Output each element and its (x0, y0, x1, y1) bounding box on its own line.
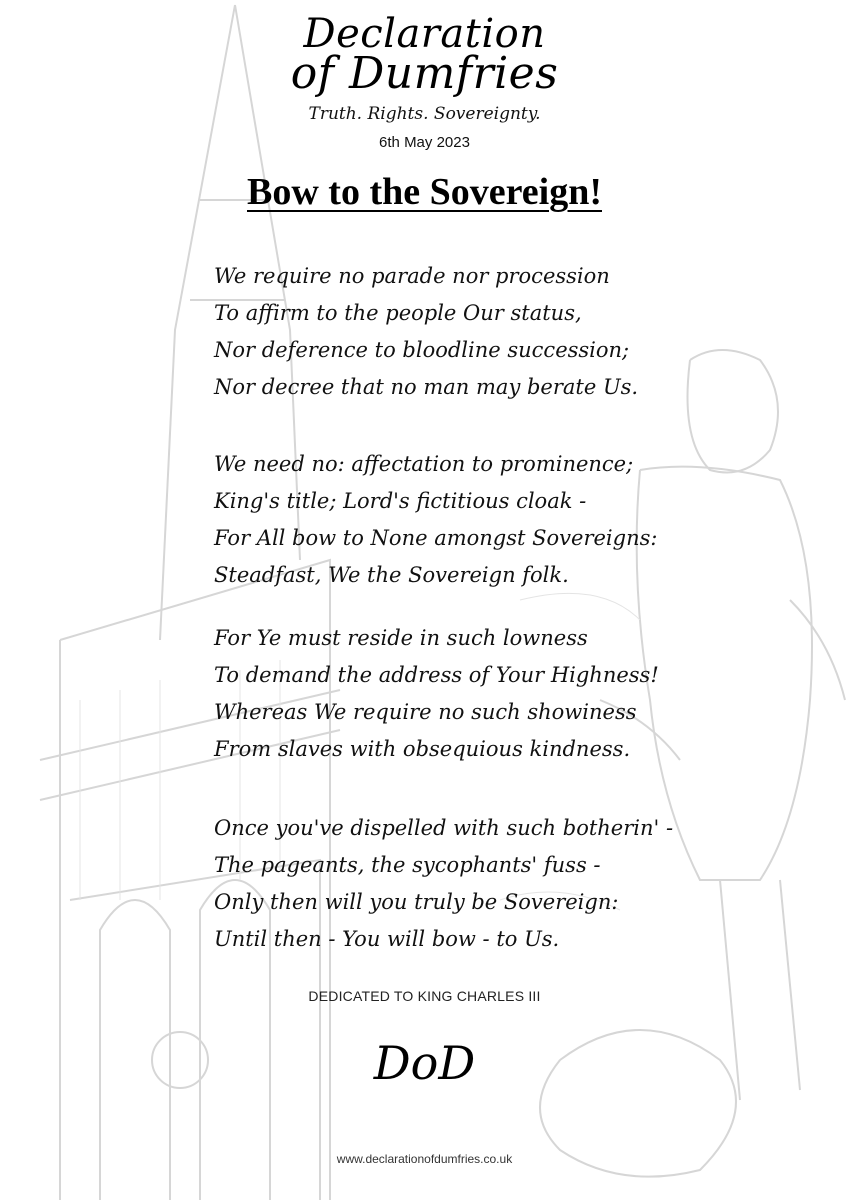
poem-line: We require no parade nor procession (214, 264, 610, 288)
poem-line: To demand the address of Your Highness! (214, 663, 659, 687)
organization-title (0, 11, 849, 99)
poem-line: From slaves with obsequious kindness. (214, 737, 631, 761)
stanza-4 (214, 810, 774, 958)
tagline: Truth. Rights. Sovereignty. (308, 104, 541, 124)
poem-line: King's title; Lord's fictitious cloak - (214, 489, 587, 513)
poem-line: Only then will you truly be Sovereign: (214, 890, 619, 914)
poem-line: Steadfast, We the Sovereign folk. (214, 563, 569, 587)
dedication: DEDICATED TO KING CHARLES III (308, 988, 541, 1004)
signature-mark: DoD (373, 1036, 476, 1090)
poem-line: The pageants, the sycophants' fuss - (214, 853, 601, 877)
title-line-2: of Dumfries (290, 48, 559, 99)
poem-title: Bow to the Sovereign! (247, 171, 602, 213)
poem-line: To affirm to the people Our status, (214, 301, 582, 325)
website-url: www.declarationofdumfries.co.uk (336, 1152, 513, 1166)
poem-line: For All bow to None amongst Sovereigns: (214, 526, 658, 550)
publication-date: 6th May 2023 (379, 134, 470, 151)
stanza-1 (214, 258, 774, 406)
poem-line: Once you've dispelled with such botherin' - (214, 816, 674, 840)
poem-line: For Ye must reside in such lowness (214, 626, 588, 650)
poem-line: Whereas We require no such showiness (214, 700, 637, 724)
poem-line: We need no: affectation to prominence; (214, 452, 634, 476)
poem-line: Nor deference to bloodline succession; (214, 338, 630, 362)
poem-line: Nor decree that no man may berate Us. (214, 375, 639, 399)
poem-line: Until then - You will bow - to Us. (214, 927, 560, 951)
stanza-3 (214, 620, 774, 768)
stanza-2 (214, 446, 774, 594)
title-line-1: Declaration (303, 11, 546, 57)
